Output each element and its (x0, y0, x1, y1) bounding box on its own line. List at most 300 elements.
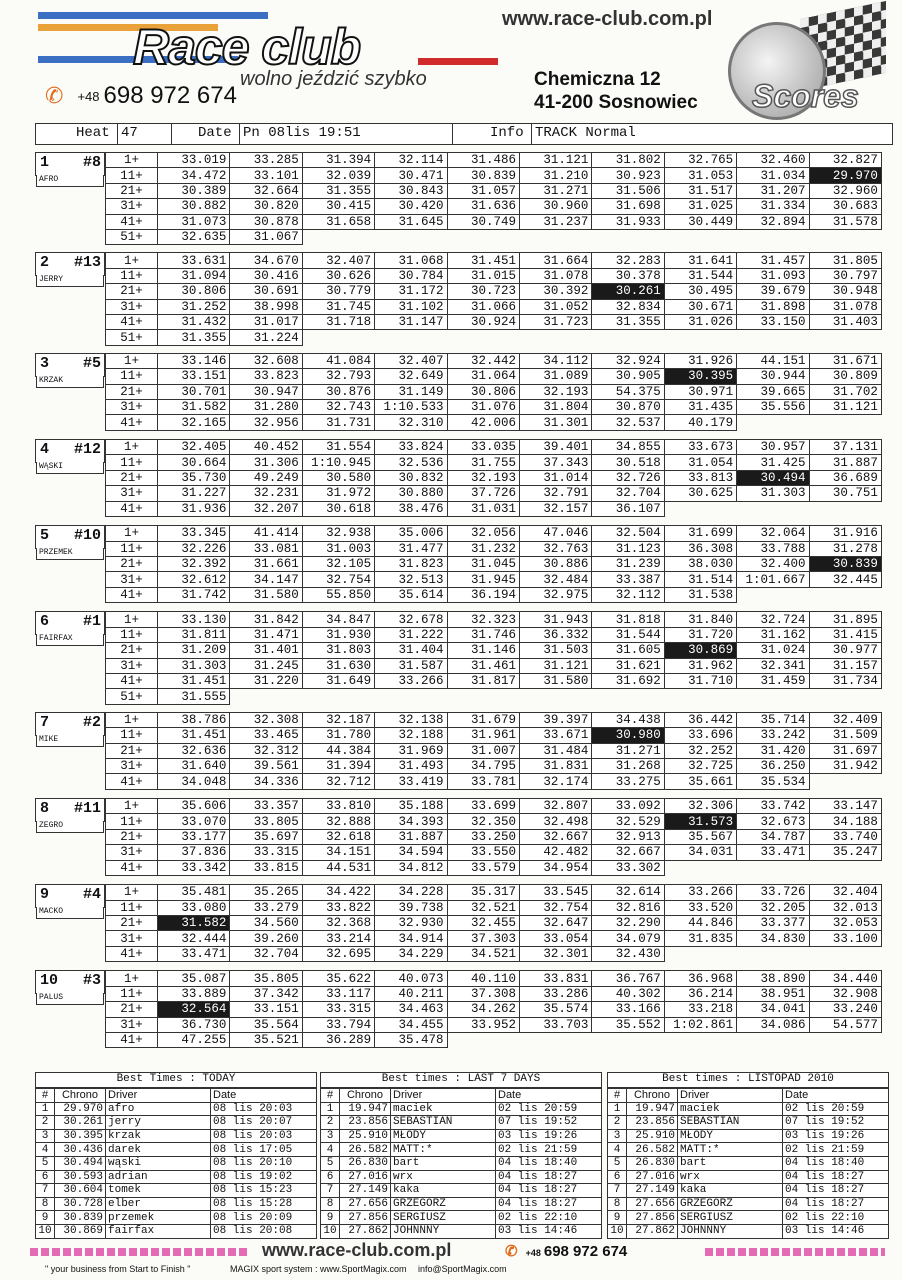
rank-cell: 8 (36, 1197, 55, 1211)
lap-time: 31.303 (158, 658, 230, 673)
lap-time: 31.015 (447, 268, 519, 283)
lap-time: 31.053 (664, 168, 736, 183)
lap-time: 32.960 (809, 183, 881, 198)
kart-number: #13 (73, 254, 101, 272)
rank-cell: 6 (608, 1170, 627, 1184)
lap-time: 34.048 (158, 774, 230, 789)
chrono-cell: 27.016 (340, 1170, 391, 1184)
lap-row (106, 455, 882, 470)
lap-time: 33.117 (302, 986, 374, 1001)
lap-time: 33.387 (592, 572, 664, 587)
driver-cell: adrian (106, 1170, 211, 1184)
date-cell: 04 lis 18:27 (783, 1197, 889, 1211)
tagline: " your business from Start to Finish " (45, 1264, 191, 1274)
lap-time: 33.315 (302, 1002, 374, 1017)
lap-time: 31.887 (375, 829, 447, 844)
rank-cell: 5 (608, 1156, 627, 1170)
lap-time: 33.788 (737, 541, 809, 556)
lap-time: 32.445 (809, 572, 881, 587)
empty-cell (447, 330, 519, 345)
lap-range-label: 41+ (106, 214, 158, 229)
lap-time: 32.894 (737, 214, 809, 229)
empty-cell (737, 946, 809, 961)
lap-time: 35.697 (230, 829, 302, 844)
driver-position: 2 (40, 254, 50, 272)
lap-time: 31.220 (230, 673, 302, 688)
logo-text: Race club (133, 19, 361, 75)
lap-time: 31.578 (809, 214, 881, 229)
chrono-cell: 30.395 (55, 1129, 106, 1143)
lap-row (106, 612, 882, 627)
driver-header (35, 712, 105, 744)
lap-time: 33.151 (230, 1002, 302, 1017)
driver-cell: SERGIUSZ (391, 1211, 496, 1225)
lap-time: 32.834 (592, 299, 664, 314)
lap-time: 33.130 (158, 612, 230, 627)
chrono-cell: 27.862 (627, 1224, 678, 1238)
lap-range-label: 31+ (106, 1017, 158, 1032)
lap-time: 33.742 (737, 799, 809, 814)
date-cell: 04 lis 18:27 (783, 1184, 889, 1198)
lap-range-label: 31+ (106, 399, 158, 414)
kart-number: #4 (82, 886, 101, 904)
lap-row (106, 369, 882, 384)
lap-time: 36.289 (302, 1032, 374, 1047)
lap-time: 30.495 (664, 284, 736, 299)
best-times-row (321, 1170, 602, 1184)
column-header: Date (783, 1089, 889, 1103)
lap-row (106, 689, 882, 704)
driver-header (35, 353, 105, 385)
empty-cell (737, 689, 809, 704)
lap-time: 33.824 (375, 440, 447, 455)
lap-range-label: 41+ (106, 1032, 158, 1047)
lap-row (106, 299, 882, 314)
lap-time: 38.786 (158, 712, 230, 727)
lap-time: 31.605 (592, 643, 664, 658)
lap-time: 36.968 (664, 971, 736, 986)
lap-time: 31.394 (302, 153, 374, 168)
lap-time: 31.720 (664, 627, 736, 642)
lap-time: 32.975 (519, 587, 591, 602)
lap-time: 31.209 (158, 643, 230, 658)
lap-time: 31.121 (809, 399, 881, 414)
rank-cell: 7 (36, 1184, 55, 1198)
best-times-row (321, 1102, 602, 1116)
lap-range-label: 41+ (106, 501, 158, 516)
lap-time: 31.121 (519, 153, 591, 168)
lap-time: 33.740 (809, 829, 881, 844)
rank-cell: 9 (321, 1211, 340, 1225)
lap-time: 36.332 (519, 627, 591, 642)
lap-time: 32.252 (664, 743, 736, 758)
lap-time: 33.019 (158, 153, 230, 168)
column-header: Chrono (55, 1089, 106, 1103)
lap-row (106, 758, 882, 773)
lap-row (106, 541, 882, 556)
lap-time: 36.107 (592, 501, 664, 516)
driver-cell: bart (678, 1156, 783, 1170)
lap-time: 32.678 (375, 612, 447, 627)
date-value: Pn 08lis 19:51 (243, 125, 361, 141)
driver-cell: darek (106, 1143, 211, 1157)
lap-time: 32.743 (302, 399, 374, 414)
lap-row (106, 399, 882, 414)
lap-time: 32.647 (519, 915, 591, 930)
lap-range-label: 41+ (106, 673, 158, 688)
column-header: # (608, 1089, 627, 1103)
info-value: TRACK Normal (535, 125, 636, 141)
lap-time: 30.392 (519, 284, 591, 299)
lap-time: 40.211 (375, 986, 447, 1001)
driver-cell: SERGIUSZ (678, 1211, 783, 1225)
lap-time: 32.187 (302, 712, 374, 727)
lap-time: 31.068 (375, 253, 447, 268)
date-cell: 08 lis 20:03 (211, 1129, 317, 1143)
chrono-cell: 30.593 (55, 1170, 106, 1184)
lap-time: 31.303 (737, 486, 809, 501)
best-lap-time: 31.582 (158, 915, 230, 930)
lap-time: 31.057 (447, 183, 519, 198)
best-times-row (36, 1143, 317, 1157)
lap-time: 32.290 (592, 915, 664, 930)
date-cell: 08 lis 15:23 (211, 1184, 317, 1198)
lap-time: 33.101 (230, 168, 302, 183)
lap-time: 38.951 (737, 986, 809, 1001)
lap-time: 31.962 (664, 658, 736, 673)
driver-cell: wrx (391, 1170, 496, 1184)
chrono-cell: 27.856 (627, 1211, 678, 1225)
lap-time: 32.405 (158, 440, 230, 455)
lap-time: 32.725 (664, 758, 736, 773)
lap-row (106, 440, 882, 455)
lap-time: 33.150 (737, 314, 809, 329)
lap-time: 37.342 (230, 986, 302, 1001)
lap-time: 33.631 (158, 253, 230, 268)
lap-time: 32.667 (592, 845, 664, 860)
best-times-row (608, 1116, 889, 1130)
lap-time: 31.026 (664, 314, 736, 329)
best-lap-time: 30.980 (592, 728, 664, 743)
empty-cell (519, 1032, 591, 1047)
column-header: Driver (391, 1089, 496, 1103)
lap-time: 35.661 (664, 774, 736, 789)
lap-time: 34.151 (302, 845, 374, 860)
lap-time: 31.544 (592, 627, 664, 642)
best-times-row (608, 1129, 889, 1143)
lap-time: 34.812 (375, 860, 447, 875)
lap-time: 31.723 (519, 314, 591, 329)
driver-cell: MŁODY (391, 1129, 496, 1143)
lap-time: 30.947 (230, 384, 302, 399)
column-header: Date (496, 1089, 602, 1103)
lap-time: 32.308 (230, 712, 302, 727)
lap-range-label: 21+ (106, 556, 158, 571)
phone-bottom (505, 1242, 627, 1260)
lap-time: 33.146 (158, 353, 230, 368)
empty-cell (664, 860, 736, 875)
lap-time: 31.664 (519, 253, 591, 268)
empty-cell (737, 330, 809, 345)
lap-time: 35.481 (158, 885, 230, 900)
lap-time: 33.080 (158, 900, 230, 915)
lap-time: 35.614 (375, 587, 447, 602)
rank-cell: 10 (321, 1224, 340, 1238)
lap-time: 40.073 (375, 971, 447, 986)
lap-time: 34.594 (375, 845, 447, 860)
lap-time: 31.073 (158, 214, 230, 229)
driver-cell: wrx (678, 1170, 783, 1184)
lap-time: 31.780 (302, 728, 374, 743)
lap-time: 40.302 (592, 986, 664, 1001)
date-cell: 03 lis 14:46 (783, 1224, 889, 1238)
lap-time: 33.054 (519, 931, 591, 946)
driver-header (35, 884, 105, 917)
lap-time: 30.882 (158, 199, 230, 214)
lap-time: 35.805 (230, 971, 302, 986)
lap-row (106, 1032, 882, 1047)
driver-cell: SEBASTIAN (678, 1116, 783, 1130)
lap-time: 35.556 (737, 399, 809, 414)
lap-time: 32.174 (519, 774, 591, 789)
date-cell: 08 lis 20:03 (211, 1102, 317, 1116)
lap-time: 31.933 (592, 214, 664, 229)
lap-time: 31.067 (230, 229, 302, 244)
lap-time: 30.471 (375, 168, 447, 183)
lap-time: 31.745 (302, 299, 374, 314)
lap-time: 32.521 (447, 900, 519, 915)
lap-time: 33.671 (519, 728, 591, 743)
lap-time: 31.094 (158, 268, 230, 283)
lap-time: 35.730 (158, 470, 230, 485)
driver-header (35, 970, 105, 1003)
lap-time: 32.529 (592, 814, 664, 829)
lap-time: 40.452 (230, 440, 302, 455)
lap-time: 31.486 (447, 153, 519, 168)
lap-time: 35.574 (519, 1002, 591, 1017)
lap-time: 32.636 (158, 743, 230, 758)
lap-time: 30.886 (519, 556, 591, 571)
lap-time: 33.081 (230, 541, 302, 556)
lap-time: 31.394 (302, 758, 374, 773)
contact-email: info@SportMagix.com (418, 1264, 507, 1274)
date-cell: 08 lis 20:07 (211, 1116, 317, 1130)
date-cell: 02 lis 20:59 (496, 1102, 602, 1116)
lap-time: 55.850 (302, 587, 374, 602)
lap-range-label: 51+ (106, 229, 158, 244)
lap-time: 31.823 (375, 556, 447, 571)
lap-time: 33.696 (664, 728, 736, 743)
lap-table (105, 884, 882, 962)
lap-time: 32.112 (592, 587, 664, 602)
lap-time: 33.166 (592, 1002, 664, 1017)
lap-time: 33.377 (737, 915, 809, 930)
lap-time: 31.503 (519, 643, 591, 658)
lap-table (105, 798, 882, 876)
magix-credit: MAGIX sport system : www.SportMagix.com (230, 1264, 407, 1274)
best-times-row (36, 1129, 317, 1143)
best-lap-time: 31.573 (664, 814, 736, 829)
chrono-cell: 27.862 (340, 1224, 391, 1238)
date-cell: 04 lis 18:40 (783, 1156, 889, 1170)
lap-time: 31.555 (158, 689, 230, 704)
driver-name: MACKO (36, 907, 104, 919)
lap-time: 31.224 (230, 330, 302, 345)
best-times-row (321, 1224, 602, 1238)
lap-time: 31.066 (447, 299, 519, 314)
best-lap-time: 29.970 (809, 168, 881, 183)
lap-time: 33.889 (158, 986, 230, 1001)
lap-time: 32.930 (375, 915, 447, 930)
lap-time: 33.100 (809, 931, 881, 946)
lap-time: 31.404 (375, 643, 447, 658)
lap-time: 31.210 (519, 168, 591, 183)
empty-cell (737, 587, 809, 602)
rank-cell: 6 (321, 1170, 340, 1184)
lap-time: 35.317 (447, 885, 519, 900)
lap-time: 36.214 (664, 986, 736, 1001)
chrono-cell: 30.839 (55, 1211, 106, 1225)
lap-time: 31.710 (664, 673, 736, 688)
lap-table (105, 712, 882, 790)
lap-time: 31.415 (809, 627, 881, 642)
driver-cell: kaka (391, 1184, 496, 1198)
lap-time: 31.649 (302, 673, 374, 688)
lap-range-label: 1+ (106, 440, 158, 455)
chrono-cell: 27.656 (340, 1197, 391, 1211)
lap-time: 31.587 (375, 658, 447, 673)
rank-cell: 9 (608, 1211, 627, 1225)
lap-time: 32.673 (737, 814, 809, 829)
lap-time: 34.847 (302, 612, 374, 627)
lap-time: 32.724 (737, 612, 809, 627)
driver-cell: wąski (106, 1156, 211, 1170)
empty-cell (519, 689, 591, 704)
lap-row (106, 900, 882, 915)
lap-time: 30.449 (664, 214, 736, 229)
lap-range-label: 1+ (106, 799, 158, 814)
phone-number-bottom: 698 972 674 (543, 1243, 628, 1260)
driver-cell: przemek (106, 1211, 211, 1225)
driver-cell: afro (106, 1102, 211, 1116)
lap-row (106, 627, 882, 642)
lap-time: 31.401 (230, 643, 302, 658)
lap-time: 31.926 (664, 353, 736, 368)
lap-time: 38.998 (230, 299, 302, 314)
rank-cell: 2 (608, 1116, 627, 1130)
lap-time: 31.636 (447, 199, 519, 214)
lap-time: 33.471 (737, 845, 809, 860)
chrono-cell: 19.947 (627, 1102, 678, 1116)
lap-row (106, 183, 882, 198)
lap-range-label: 1+ (106, 712, 158, 727)
lap-time: 33.805 (230, 814, 302, 829)
best-times-row (36, 1197, 317, 1211)
column-header: # (321, 1089, 340, 1103)
driver-cell: JOHNNNY (678, 1224, 783, 1238)
date-cell: 02 lis 21:59 (496, 1143, 602, 1157)
lap-time: 31.755 (447, 455, 519, 470)
lap-time: 32.807 (519, 799, 591, 814)
lap-time: 32.165 (158, 415, 230, 430)
lap-range-label: 21+ (106, 643, 158, 658)
driver-cell: GRZEGORZ (391, 1197, 496, 1211)
lap-time: 31.451 (447, 253, 519, 268)
lap-time: 31.692 (592, 673, 664, 688)
lap-time: 35.567 (664, 829, 736, 844)
lap-time: 34.112 (519, 353, 591, 368)
lap-row (106, 587, 882, 602)
scores-label: Scores (752, 78, 859, 114)
lap-time: 40.179 (664, 415, 736, 430)
rank-cell: 1 (321, 1102, 340, 1116)
lap-time: 31.887 (809, 455, 881, 470)
driver-name: PALUS (36, 993, 104, 1005)
lap-row (106, 526, 882, 541)
lap-time: 37.836 (158, 845, 230, 860)
lap-row (106, 384, 882, 399)
lap-time: 32.039 (302, 168, 374, 183)
lap-time: 34.147 (230, 572, 302, 587)
lap-time: 35.552 (592, 1017, 664, 1032)
chrono-cell: 23.856 (627, 1116, 678, 1130)
lap-time: 34.830 (737, 931, 809, 946)
lap-time: 32.793 (302, 369, 374, 384)
lap-time: 32.323 (447, 612, 519, 627)
lap-time: 32.908 (809, 986, 881, 1001)
lap-time: 33.471 (158, 946, 230, 961)
lap-time: 30.806 (158, 284, 230, 299)
lap-time: 38.890 (737, 971, 809, 986)
lap-time: 31.916 (809, 526, 881, 541)
lap-time: 33.214 (302, 931, 374, 946)
lap-time: 33.342 (158, 860, 230, 875)
lap-time: 30.876 (302, 384, 374, 399)
lap-range-label: 11+ (106, 268, 158, 283)
driver-name: PRZEMEK (36, 548, 104, 560)
lap-range-label: 11+ (106, 369, 158, 384)
lap-time: 32.791 (519, 486, 591, 501)
lap-time: 1:10.533 (375, 399, 447, 414)
lap-time: 39.561 (230, 758, 302, 773)
chrono-cell: 30.869 (55, 1224, 106, 1238)
driver-position: 4 (40, 441, 50, 458)
date-cell: 04 lis 18:27 (496, 1170, 602, 1184)
driver-header (35, 525, 105, 558)
lap-time: 31.222 (375, 627, 447, 642)
best-lap-time: 30.869 (664, 643, 736, 658)
kart-number: #2 (82, 713, 101, 731)
empty-cell (302, 689, 374, 704)
lap-time: 34.440 (809, 971, 881, 986)
lap-time: 31.301 (519, 415, 591, 430)
lap-time: 32.056 (447, 526, 519, 541)
lap-time: 31.477 (375, 541, 447, 556)
lap-range-label: 1+ (106, 612, 158, 627)
lap-time: 1:02.861 (664, 1017, 736, 1032)
driver-position: 1 (40, 154, 50, 171)
lap-time: 31.031 (447, 501, 519, 516)
lap-time: 30.957 (737, 440, 809, 455)
lap-time: 31.355 (592, 314, 664, 329)
best-times-row (321, 1197, 602, 1211)
lap-time: 32.484 (519, 572, 591, 587)
chrono-cell: 30.261 (55, 1116, 106, 1130)
lap-time: 31.679 (447, 712, 519, 727)
lap-time: 33.703 (519, 1017, 591, 1032)
lap-time: 32.444 (158, 931, 230, 946)
address (534, 68, 698, 114)
